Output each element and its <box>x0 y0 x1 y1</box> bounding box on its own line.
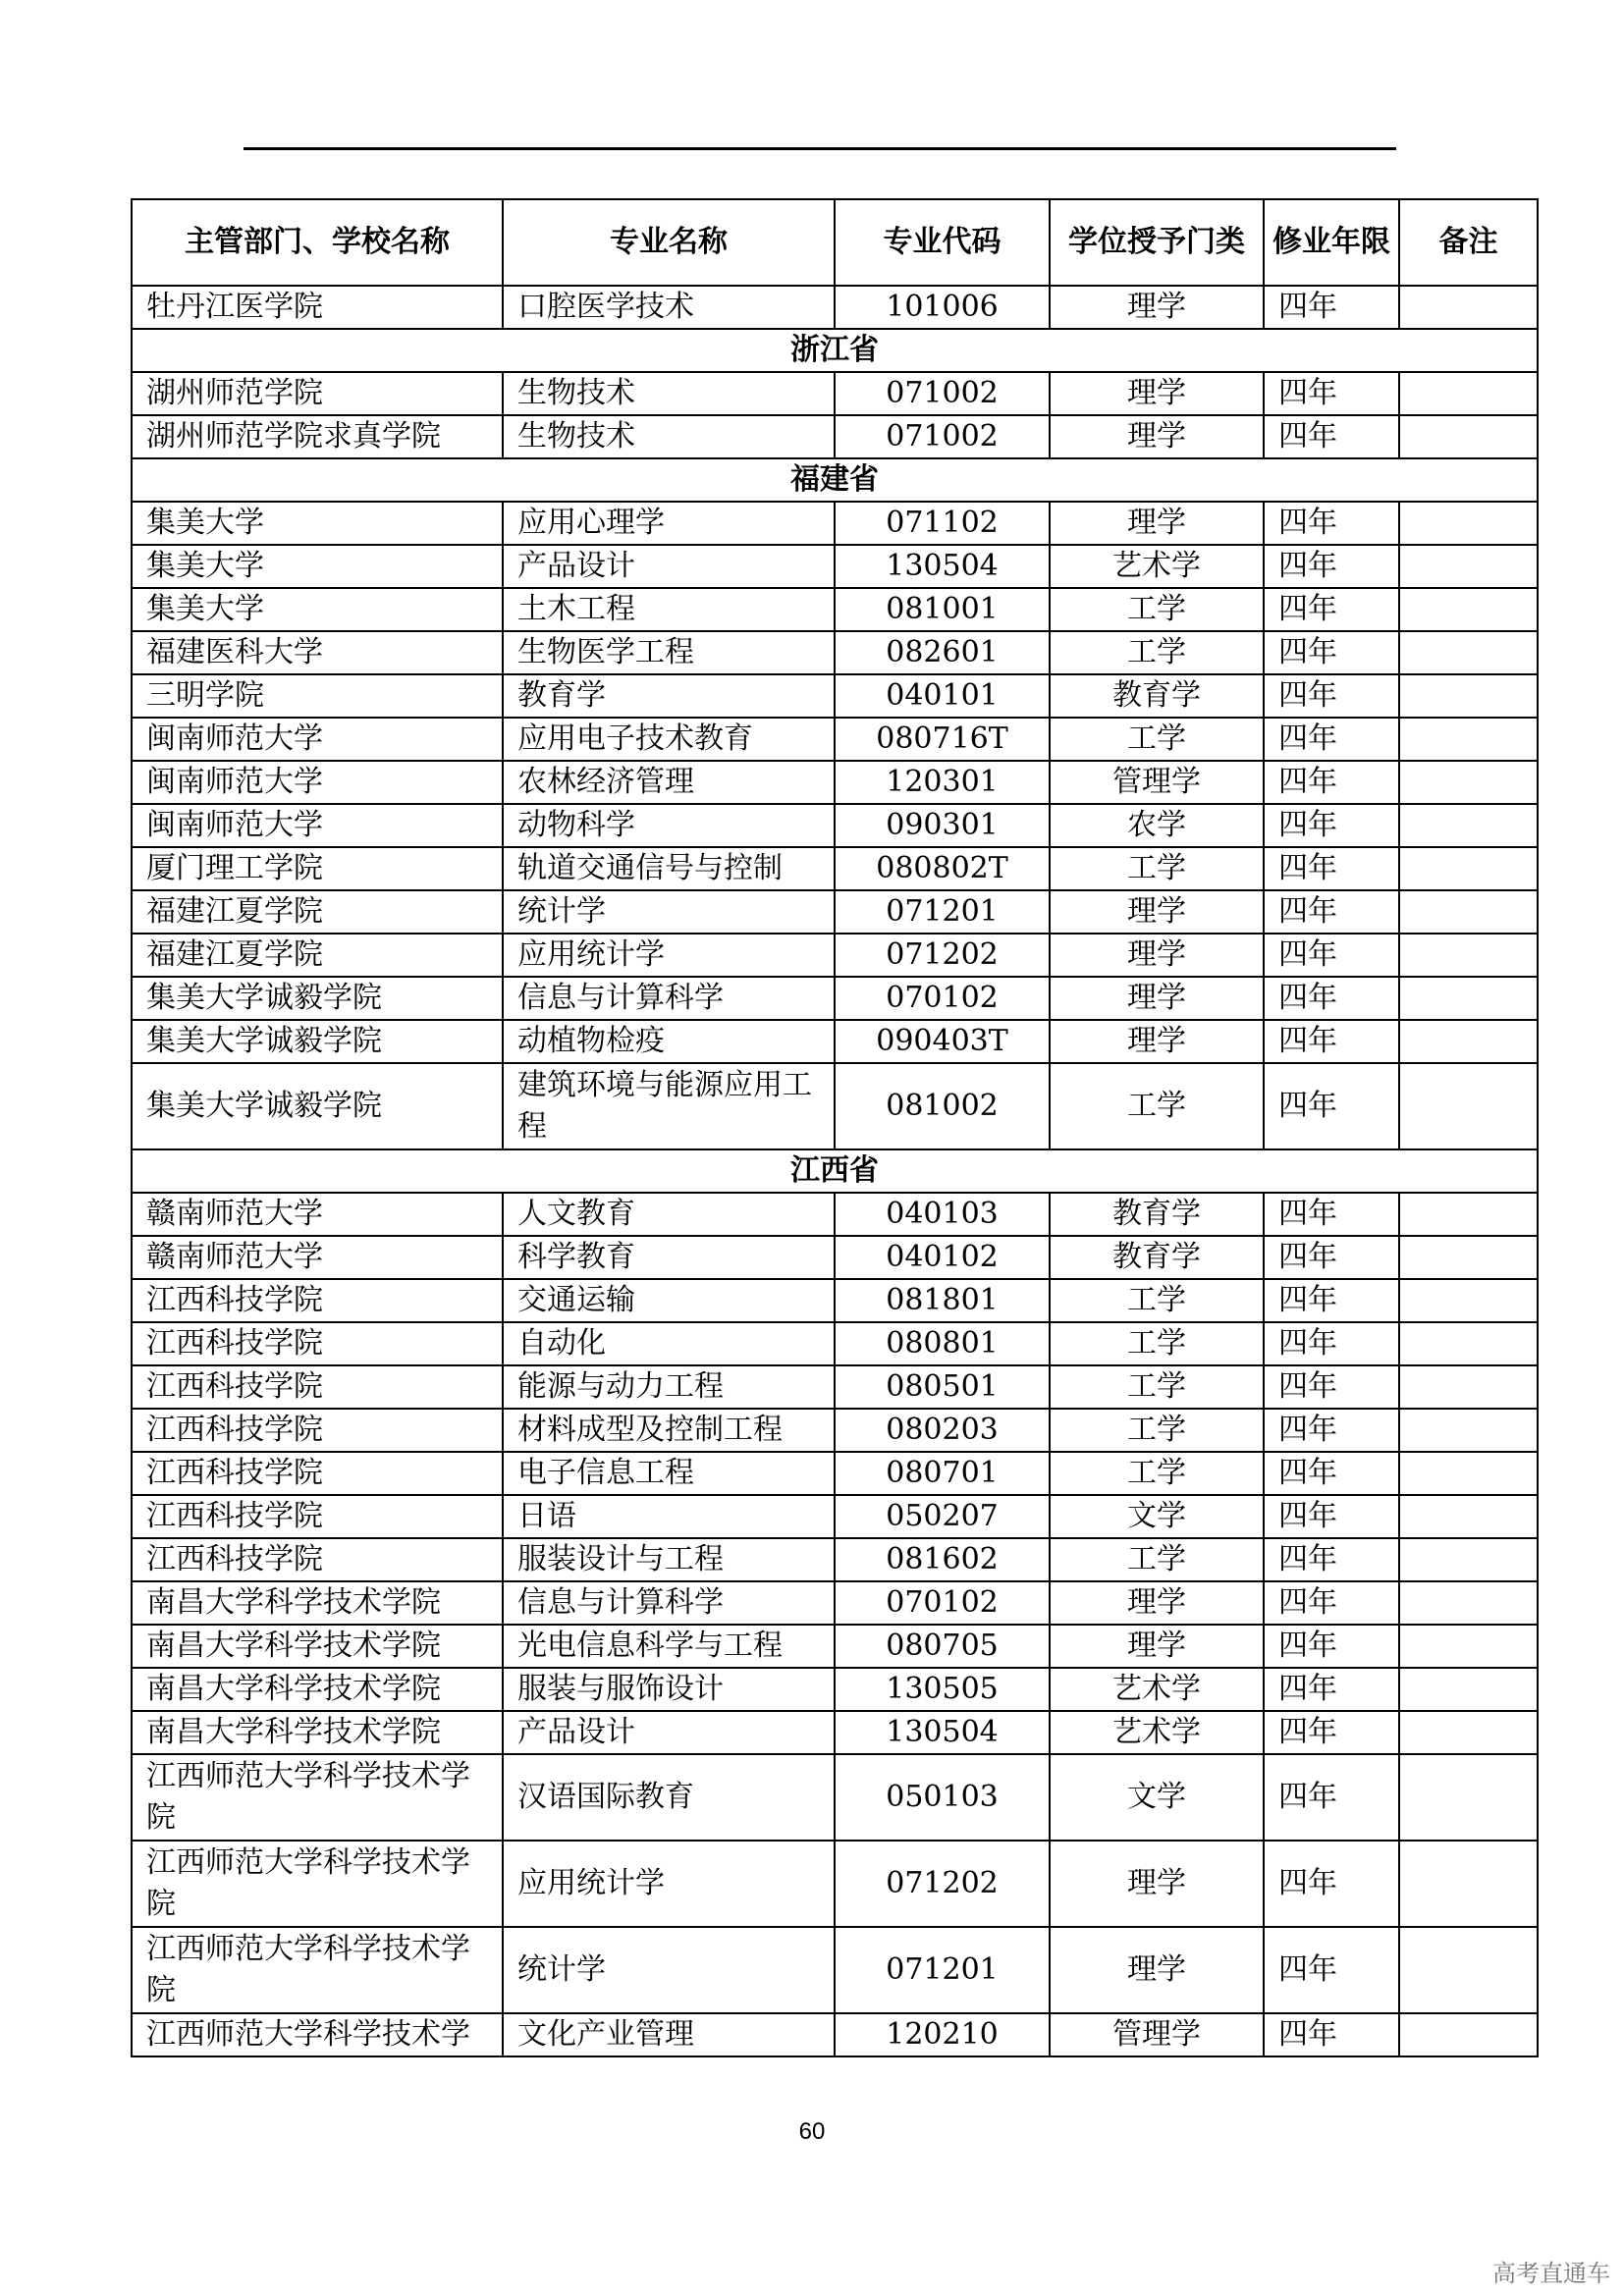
code-cell: 090403T <box>835 1020 1050 1063</box>
code-cell: 040102 <box>835 1236 1050 1279</box>
degree-cell: 工学 <box>1050 1538 1264 1581</box>
years-cell: 四年 <box>1264 934 1399 977</box>
school-cell: 江西科技学院 <box>132 1495 503 1538</box>
school-cell: 牡丹江医学院 <box>132 286 503 329</box>
code-cell: 080203 <box>835 1409 1050 1452</box>
header-school: 主管部门、学校名称 <box>132 199 503 286</box>
degree-cell: 教育学 <box>1050 1193 1264 1236</box>
years-cell: 四年 <box>1264 890 1399 934</box>
school-cell: 江西科技学院 <box>132 1452 503 1495</box>
school-cell: 闽南师范大学 <box>132 804 503 847</box>
table-row <box>132 588 1538 631</box>
degree-cell: 教育学 <box>1050 1236 1264 1279</box>
table-row <box>132 934 1538 977</box>
degree-cell: 工学 <box>1050 718 1264 761</box>
notes-cell <box>1399 545 1538 588</box>
degree-cell: 理学 <box>1050 890 1264 934</box>
years-cell: 四年 <box>1264 1365 1399 1409</box>
school-cell: 集美大学 <box>132 588 503 631</box>
degree-cell: 农学 <box>1050 804 1264 847</box>
major-cell: 产品设计 <box>503 545 835 588</box>
notes-cell <box>1399 1322 1538 1365</box>
notes-cell <box>1399 1409 1538 1452</box>
code-cell: 080802T <box>835 847 1050 890</box>
table-row <box>132 977 1538 1020</box>
school-cell: 江西科技学院 <box>132 1322 503 1365</box>
degree-cell: 理学 <box>1050 502 1264 545</box>
notes-cell <box>1399 804 1538 847</box>
school-cell: 福建医科大学 <box>132 631 503 674</box>
table-row <box>132 1581 1538 1625</box>
degree-cell: 理学 <box>1050 415 1264 458</box>
years-cell: 四年 <box>1264 286 1399 329</box>
school-cell: 湖州师范学院求真学院 <box>132 415 503 458</box>
years-cell: 四年 <box>1264 1063 1399 1149</box>
notes-cell <box>1399 977 1538 1020</box>
majors-table <box>131 198 1539 2057</box>
years-cell: 四年 <box>1264 1711 1399 1754</box>
code-cell: 080716T <box>835 718 1050 761</box>
notes-cell <box>1399 674 1538 718</box>
degree-cell: 工学 <box>1050 588 1264 631</box>
code-cell: 101006 <box>835 286 1050 329</box>
degree-cell: 艺术学 <box>1050 545 1264 588</box>
notes-cell <box>1399 718 1538 761</box>
code-cell: 070102 <box>835 977 1050 1020</box>
header-years: 修业年限 <box>1264 199 1399 286</box>
school-cell: 集美大学诚毅学院 <box>132 977 503 1020</box>
notes-cell <box>1399 1365 1538 1409</box>
major-cell: 动物科学 <box>503 804 835 847</box>
notes-cell <box>1399 847 1538 890</box>
major-cell: 光电信息科学与工程 <box>503 1625 835 1668</box>
table-row <box>132 1279 1538 1322</box>
notes-cell <box>1399 1538 1538 1581</box>
major-cell: 生物医学工程 <box>503 631 835 674</box>
code-cell: 071201 <box>835 1927 1050 2013</box>
table-row <box>132 804 1538 847</box>
code-cell: 080501 <box>835 1365 1050 1409</box>
code-cell: 082601 <box>835 631 1050 674</box>
table-row <box>132 1668 1538 1711</box>
header-rule <box>244 147 1396 150</box>
code-cell: 130505 <box>835 1668 1050 1711</box>
code-cell: 070102 <box>835 1581 1050 1625</box>
major-cell: 科学教育 <box>503 1236 835 1279</box>
degree-cell: 工学 <box>1050 1365 1264 1409</box>
major-cell: 口腔医学技术 <box>503 286 835 329</box>
table-row <box>132 545 1538 588</box>
table-row <box>132 372 1538 415</box>
major-cell: 文化产业管理 <box>503 2013 835 2056</box>
years-cell: 四年 <box>1264 674 1399 718</box>
years-cell: 四年 <box>1264 1193 1399 1236</box>
degree-cell: 工学 <box>1050 1063 1264 1149</box>
school-cell: 南昌大学科学技术学院 <box>132 1711 503 1754</box>
table-row <box>132 761 1538 804</box>
years-cell: 四年 <box>1264 1452 1399 1495</box>
table-row <box>132 286 1538 329</box>
table-body <box>132 286 1538 2056</box>
notes-cell <box>1399 286 1538 329</box>
notes-cell <box>1399 1495 1538 1538</box>
school-cell: 闽南师范大学 <box>132 718 503 761</box>
notes-cell <box>1399 1236 1538 1279</box>
years-cell: 四年 <box>1264 977 1399 1020</box>
code-cell: 050103 <box>835 1754 1050 1841</box>
province-title: 江西省 <box>132 1149 1538 1193</box>
table-row <box>132 1495 1538 1538</box>
header-notes: 备注 <box>1399 199 1538 286</box>
school-cell: 南昌大学科学技术学院 <box>132 1581 503 1625</box>
years-cell: 四年 <box>1264 1322 1399 1365</box>
major-cell: 材料成型及控制工程 <box>503 1409 835 1452</box>
degree-cell: 理学 <box>1050 1841 1264 1927</box>
school-cell: 闽南师范大学 <box>132 761 503 804</box>
school-cell: 集美大学诚毅学院 <box>132 1020 503 1063</box>
page-number: 60 <box>798 2118 826 2145</box>
years-cell: 四年 <box>1264 415 1399 458</box>
years-cell: 四年 <box>1264 1538 1399 1581</box>
table-row <box>132 1322 1538 1365</box>
degree-cell: 艺术学 <box>1050 1668 1264 1711</box>
notes-cell <box>1399 1754 1538 1841</box>
table-row <box>132 718 1538 761</box>
years-cell: 四年 <box>1264 847 1399 890</box>
major-cell: 汉语国际教育 <box>503 1754 835 1841</box>
years-cell: 四年 <box>1264 588 1399 631</box>
table-row <box>132 415 1538 458</box>
degree-cell: 理学 <box>1050 286 1264 329</box>
years-cell: 四年 <box>1264 502 1399 545</box>
notes-cell <box>1399 372 1538 415</box>
code-cell: 081001 <box>835 588 1050 631</box>
major-cell: 农林经济管理 <box>503 761 835 804</box>
table-row <box>132 1020 1538 1063</box>
notes-cell <box>1399 1581 1538 1625</box>
notes-cell <box>1399 588 1538 631</box>
major-cell: 应用电子技术教育 <box>503 718 835 761</box>
school-cell: 江西科技学院 <box>132 1365 503 1409</box>
table-row <box>132 1193 1538 1236</box>
years-cell: 四年 <box>1264 1409 1399 1452</box>
notes-cell <box>1399 631 1538 674</box>
table-row <box>132 847 1538 890</box>
degree-cell: 管理学 <box>1050 761 1264 804</box>
years-cell: 四年 <box>1264 1668 1399 1711</box>
major-cell: 教育学 <box>503 674 835 718</box>
header-code: 专业代码 <box>835 199 1050 286</box>
table-row <box>132 1625 1538 1668</box>
years-cell: 四年 <box>1264 1841 1399 1927</box>
years-cell: 四年 <box>1264 1020 1399 1063</box>
code-cell: 081002 <box>835 1063 1050 1149</box>
major-cell: 电子信息工程 <box>503 1452 835 1495</box>
school-cell: 江西科技学院 <box>132 1409 503 1452</box>
school-cell: 江西师范大学科学技术学院 <box>132 1754 503 1841</box>
school-cell: 三明学院 <box>132 674 503 718</box>
notes-cell <box>1399 890 1538 934</box>
major-cell: 日语 <box>503 1495 835 1538</box>
watermark: 高考直通车 <box>1492 2260 1610 2287</box>
table-row <box>132 1063 1538 1149</box>
years-cell: 四年 <box>1264 1495 1399 1538</box>
degree-cell: 理学 <box>1050 372 1264 415</box>
major-cell: 服装设计与工程 <box>503 1538 835 1581</box>
school-cell: 集美大学诚毅学院 <box>132 1063 503 1149</box>
notes-cell <box>1399 1841 1538 1927</box>
table-row <box>132 1236 1538 1279</box>
notes-cell <box>1399 1927 1538 2013</box>
code-cell: 130504 <box>835 1711 1050 1754</box>
years-cell: 四年 <box>1264 1625 1399 1668</box>
degree-cell: 理学 <box>1050 1020 1264 1063</box>
degree-cell: 工学 <box>1050 1322 1264 1365</box>
major-cell: 信息与计算科学 <box>503 977 835 1020</box>
school-cell: 江西师范大学科学技术学 <box>132 2013 503 2056</box>
code-cell: 071202 <box>835 1841 1050 1927</box>
notes-cell <box>1399 1193 1538 1236</box>
degree-cell: 工学 <box>1050 847 1264 890</box>
table-row <box>132 1452 1538 1495</box>
code-cell: 040103 <box>835 1193 1050 1236</box>
major-cell: 生物技术 <box>503 372 835 415</box>
table-header-row <box>132 199 1538 286</box>
degree-cell: 理学 <box>1050 1927 1264 2013</box>
school-cell: 福建江夏学院 <box>132 890 503 934</box>
years-cell: 四年 <box>1264 372 1399 415</box>
school-cell: 赣南师范大学 <box>132 1236 503 1279</box>
code-cell: 071002 <box>835 415 1050 458</box>
major-cell: 统计学 <box>503 1927 835 2013</box>
province-title: 福建省 <box>132 458 1538 502</box>
degree-cell: 教育学 <box>1050 674 1264 718</box>
years-cell: 四年 <box>1264 1927 1399 2013</box>
major-cell: 土木工程 <box>503 588 835 631</box>
major-cell: 生物技术 <box>503 415 835 458</box>
province-section-row <box>132 458 1538 502</box>
years-cell: 四年 <box>1264 1754 1399 1841</box>
major-cell: 能源与动力工程 <box>503 1365 835 1409</box>
notes-cell <box>1399 1063 1538 1149</box>
major-cell: 建筑环境与能源应用工程 <box>503 1063 835 1149</box>
code-cell: 050207 <box>835 1495 1050 1538</box>
notes-cell <box>1399 1668 1538 1711</box>
table-row <box>132 1711 1538 1754</box>
header-degree: 学位授予门类 <box>1050 199 1264 286</box>
code-cell: 071102 <box>835 502 1050 545</box>
school-cell: 厦门理工学院 <box>132 847 503 890</box>
province-title: 浙江省 <box>132 329 1538 372</box>
school-cell: 南昌大学科学技术学院 <box>132 1625 503 1668</box>
table-row <box>132 1754 1538 1841</box>
notes-cell <box>1399 415 1538 458</box>
degree-cell: 工学 <box>1050 631 1264 674</box>
major-cell: 动植物检疫 <box>503 1020 835 1063</box>
degree-cell: 理学 <box>1050 1625 1264 1668</box>
years-cell: 四年 <box>1264 761 1399 804</box>
table-row <box>132 1409 1538 1452</box>
school-cell: 集美大学 <box>132 545 503 588</box>
code-cell: 080701 <box>835 1452 1050 1495</box>
degree-cell: 工学 <box>1050 1452 1264 1495</box>
table-row <box>132 2013 1538 2056</box>
degree-cell: 理学 <box>1050 1581 1264 1625</box>
major-cell: 交通运输 <box>503 1279 835 1322</box>
code-cell: 071002 <box>835 372 1050 415</box>
years-cell: 四年 <box>1264 718 1399 761</box>
notes-cell <box>1399 1020 1538 1063</box>
table-row <box>132 890 1538 934</box>
table-row <box>132 1927 1538 2013</box>
degree-cell: 工学 <box>1050 1279 1264 1322</box>
degree-cell: 理学 <box>1050 977 1264 1020</box>
table-row <box>132 674 1538 718</box>
code-cell: 040101 <box>835 674 1050 718</box>
school-cell: 南昌大学科学技术学院 <box>132 1668 503 1711</box>
code-cell: 090301 <box>835 804 1050 847</box>
notes-cell <box>1399 1625 1538 1668</box>
years-cell: 四年 <box>1264 2013 1399 2056</box>
table-row <box>132 502 1538 545</box>
code-cell: 081801 <box>835 1279 1050 1322</box>
major-cell: 轨道交通信号与控制 <box>503 847 835 890</box>
province-section-row <box>132 329 1538 372</box>
major-cell: 应用心理学 <box>503 502 835 545</box>
school-cell: 江西师范大学科学技术学院 <box>132 1927 503 2013</box>
major-cell: 应用统计学 <box>503 934 835 977</box>
code-cell: 120210 <box>835 2013 1050 2056</box>
major-cell: 自动化 <box>503 1322 835 1365</box>
code-cell: 081602 <box>835 1538 1050 1581</box>
degree-cell: 艺术学 <box>1050 1711 1264 1754</box>
major-cell: 应用统计学 <box>503 1841 835 1927</box>
province-section-row <box>132 1149 1538 1193</box>
code-cell: 120301 <box>835 761 1050 804</box>
code-cell: 080801 <box>835 1322 1050 1365</box>
table-row <box>132 1841 1538 1927</box>
degree-cell: 文学 <box>1050 1754 1264 1841</box>
school-cell: 集美大学 <box>132 502 503 545</box>
notes-cell <box>1399 934 1538 977</box>
code-cell: 130504 <box>835 545 1050 588</box>
notes-cell <box>1399 1452 1538 1495</box>
degree-cell: 管理学 <box>1050 2013 1264 2056</box>
years-cell: 四年 <box>1264 1236 1399 1279</box>
notes-cell <box>1399 1711 1538 1754</box>
table-row <box>132 1538 1538 1581</box>
school-cell: 福建江夏学院 <box>132 934 503 977</box>
code-cell: 071202 <box>835 934 1050 977</box>
years-cell: 四年 <box>1264 1279 1399 1322</box>
table-row <box>132 1365 1538 1409</box>
years-cell: 四年 <box>1264 631 1399 674</box>
degree-cell: 工学 <box>1050 1409 1264 1452</box>
major-cell: 统计学 <box>503 890 835 934</box>
notes-cell <box>1399 2013 1538 2056</box>
major-cell: 人文教育 <box>503 1193 835 1236</box>
notes-cell <box>1399 761 1538 804</box>
code-cell: 071201 <box>835 890 1050 934</box>
years-cell: 四年 <box>1264 1581 1399 1625</box>
school-cell: 赣南师范大学 <box>132 1193 503 1236</box>
school-cell: 江西科技学院 <box>132 1279 503 1322</box>
table-row <box>132 631 1538 674</box>
school-cell: 湖州师范学院 <box>132 372 503 415</box>
code-cell: 080705 <box>835 1625 1050 1668</box>
header-major: 专业名称 <box>503 199 835 286</box>
notes-cell <box>1399 502 1538 545</box>
notes-cell <box>1399 1279 1538 1322</box>
years-cell: 四年 <box>1264 545 1399 588</box>
school-cell: 江西科技学院 <box>132 1538 503 1581</box>
degree-cell: 理学 <box>1050 934 1264 977</box>
major-cell: 服装与服饰设计 <box>503 1668 835 1711</box>
years-cell: 四年 <box>1264 804 1399 847</box>
major-cell: 产品设计 <box>503 1711 835 1754</box>
degree-cell: 文学 <box>1050 1495 1264 1538</box>
major-cell: 信息与计算科学 <box>503 1581 835 1625</box>
school-cell: 江西师范大学科学技术学院 <box>132 1841 503 1927</box>
